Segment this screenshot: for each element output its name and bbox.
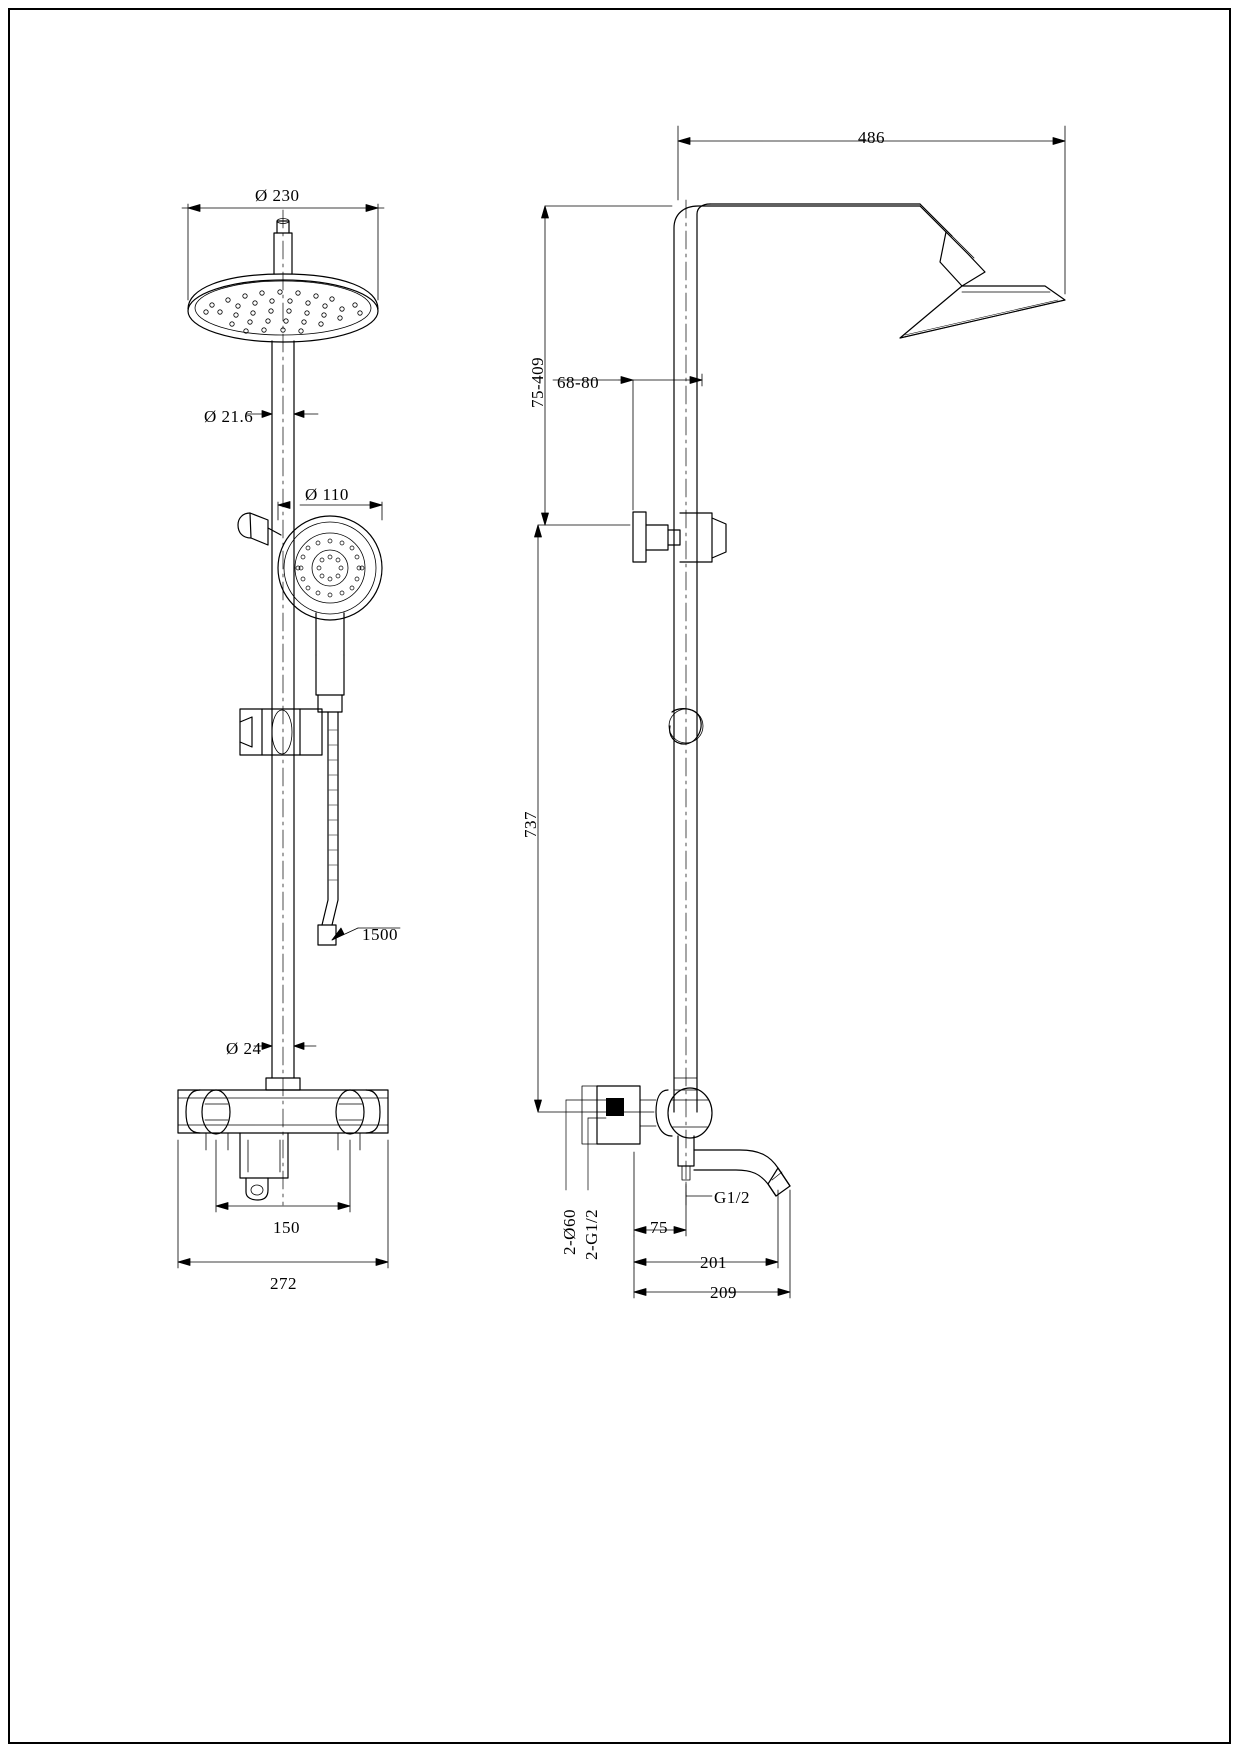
dim-hose-length: 1500 (362, 925, 398, 944)
side-view-dimensions (535, 126, 1066, 1298)
dim-valve-body-width: 272 (270, 1274, 297, 1293)
dim-wall-thread: 2-G1/2 (582, 1208, 601, 1260)
side-view-geometry (582, 204, 1065, 1196)
front-view-dimensions (178, 204, 400, 1268)
dim-spout-reach-201: 201 (700, 1253, 727, 1272)
dim-valve-inlet-dia: Ø 24 (226, 1039, 262, 1058)
dim-wall-fixings: 2-Ø60 (560, 1209, 579, 1255)
dim-overhead-arm-reach: 486 (858, 128, 885, 147)
dim-overhead-head-dia: Ø 230 (255, 186, 300, 205)
dim-inlet-centres: 150 (273, 1218, 300, 1237)
dim-inlet-projection: 75 (650, 1218, 668, 1237)
dim-bracket-projection: 68-80 (557, 373, 600, 392)
dim-slider-travel: 75-409 (528, 356, 547, 408)
dim-riser-height: 737 (521, 811, 540, 838)
dim-spout-reach-209: 209 (710, 1283, 737, 1302)
dim-outlet-thread: G1/2 (714, 1188, 750, 1207)
dim-hand-shower-dia: Ø 110 (305, 485, 349, 504)
dim-riser-rail-dia: Ø 21.6 (204, 407, 254, 426)
